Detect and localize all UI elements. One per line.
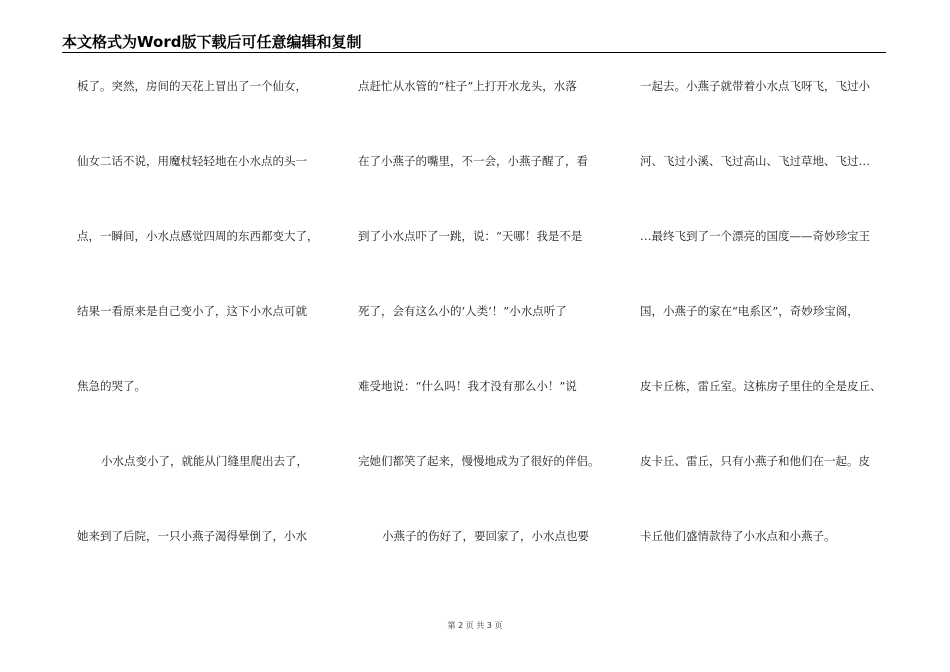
text-line: …最终飞到了一个漂亮的国度——奇妙珍宝王 [640,229,870,243]
text-line: 完她们都笑了起来，慢慢地成为了很好的伴侣。 [358,454,600,468]
text-line: 河、飞过小溪、飞过高山、飞过草地、飞过… [640,154,870,168]
document-header-title: 本文格式为Word版下载后可任意编辑和复制 [62,33,362,51]
text-line: 结果一看原来是自己变小了，这下小水点可就 [77,304,307,318]
text-line: 她来到了后院，一只小燕子渴得晕倒了，小水 [77,529,307,543]
page-number: 第 2 页 共 3 页 [447,621,503,630]
text-line: 板了。突然，房间的天花上冒出了一个仙女， [77,79,307,93]
text-line: 点赶忙从水管的“柱子”上打开水龙头，水落 [358,79,577,93]
text-line: 皮卡丘栋，雷丘室。这栋房子里住的全是皮丘、 [640,379,882,393]
text-line: 国，小燕子的家在“电系区”，奇妙珍宝阁， [640,304,859,318]
text-line: 死了，会有这么小的‘人类’！”小水点听了 [358,304,567,318]
text-line: 一起去。小燕子就带着小水点飞呀飞，飞过小 [640,79,870,93]
text-line: 点，一瞬间，小水点感觉四周的东西都变大了， [77,229,319,243]
text-line: 焦急的哭了。 [77,379,146,393]
text-line: 卡丘他们盛情款待了小水点和小燕子。 [640,529,836,543]
text-line: 在了小燕子的嘴里，不一会，小燕子醒了，看 [358,154,588,168]
text-line: 皮卡丘、雷丘，只有小燕子和他们在一起。皮 [640,454,870,468]
header-divider [62,52,886,53]
text-line: 仙女二话不说，用魔杖轻轻地在小水点的头一 [77,154,307,168]
text-line: 难受地说：“什么吗！我才没有那么小！”说 [358,379,577,393]
text-line: 到了小水点吓了一跳，说：“天哪！我是不是 [358,229,583,243]
text-line: 小燕子的伤好了，要回家了，小水点也要 [382,529,589,543]
text-line: 小水点变小了，就能从门缝里爬出去了， [101,454,308,468]
